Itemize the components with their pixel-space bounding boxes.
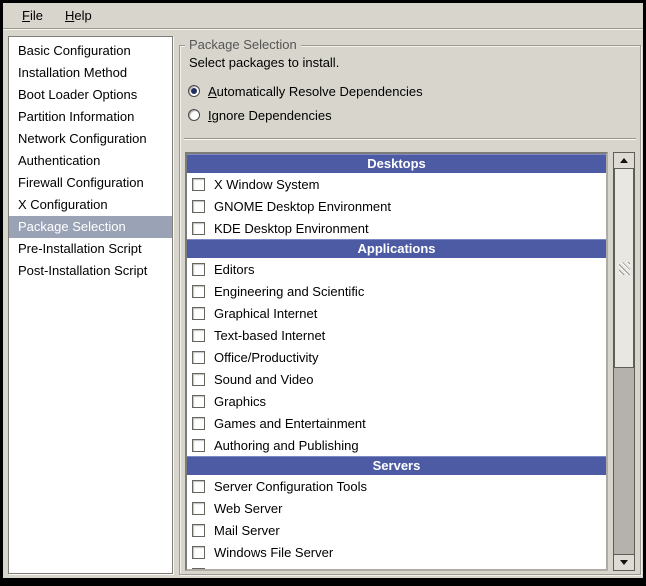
package-group-label: Web Server bbox=[214, 500, 283, 516]
package-group-partial-row[interactable] bbox=[187, 563, 606, 571]
package-group-gnome-desktop-environment[interactable] bbox=[187, 195, 606, 217]
scroll-up-button[interactable] bbox=[613, 152, 635, 169]
radio-option-ignore-dependencies[interactable] bbox=[188, 106, 332, 124]
package-groups-list[interactable] bbox=[185, 152, 608, 571]
radio-option-automatically-resolve-dependencies[interactable] bbox=[188, 82, 423, 100]
package-group-label: GNOME Desktop Environment bbox=[214, 198, 392, 214]
package-group-label: Server Configuration Tools bbox=[214, 478, 367, 494]
radio-button-icon bbox=[188, 85, 200, 97]
package-group-label: Graphical Internet bbox=[214, 305, 318, 321]
sidebar-item-x-configuration[interactable]: X Configuration bbox=[18, 197, 108, 212]
package-group-x-window-system[interactable] bbox=[187, 173, 606, 195]
checkbox-icon[interactable] bbox=[192, 285, 205, 298]
checkbox-icon[interactable] bbox=[192, 373, 205, 386]
package-group-server-configuration-tools[interactable] bbox=[187, 475, 606, 497]
section-header-applications: Applications bbox=[187, 239, 606, 258]
package-groups-region bbox=[185, 152, 635, 571]
package-group-office-productivity[interactable] bbox=[187, 346, 606, 368]
package-group-graphics[interactable] bbox=[187, 390, 606, 412]
checkbox-icon[interactable] bbox=[192, 395, 205, 408]
package-group-kde-desktop-environment[interactable] bbox=[187, 217, 606, 239]
package-group-mail-server[interactable] bbox=[187, 519, 606, 541]
package-group-web-server[interactable] bbox=[187, 497, 606, 519]
checkbox-icon[interactable] bbox=[192, 439, 205, 452]
section-header-desktops: Desktops bbox=[187, 154, 606, 173]
checkbox-icon[interactable] bbox=[192, 263, 205, 276]
package-group-sound-and-video[interactable] bbox=[187, 368, 606, 390]
package-group-label: Mail Server bbox=[214, 522, 280, 538]
menu-file[interactable]: File bbox=[22, 8, 43, 23]
package-group-label: Authoring and Publishing bbox=[214, 437, 359, 453]
sidebar-item-authentication[interactable]: Authentication bbox=[18, 153, 101, 168]
panel-title: Package Selection bbox=[185, 37, 301, 52]
package-group-label: X Window System bbox=[214, 176, 320, 192]
vertical-scrollbar[interactable] bbox=[613, 152, 635, 571]
menu-help[interactable]: Help bbox=[64, 8, 92, 23]
package-group-label: Windows File Server bbox=[214, 544, 334, 560]
thumb-grip-icon bbox=[619, 262, 630, 275]
checkbox-icon[interactable] bbox=[192, 546, 205, 559]
sidebar-item-firewall-configuration[interactable]: Firewall Configuration bbox=[18, 175, 144, 190]
radio-button-icon bbox=[188, 109, 200, 121]
checkbox-icon[interactable] bbox=[192, 524, 205, 537]
package-group-label: Text-based Internet bbox=[214, 327, 326, 343]
package-group-engineering-and-scientific[interactable] bbox=[187, 280, 606, 302]
package-group-editors[interactable] bbox=[187, 258, 606, 280]
radio-label: Ignore Dependencies bbox=[208, 107, 332, 123]
scrollbar-track[interactable] bbox=[613, 169, 635, 554]
checkbox-icon[interactable] bbox=[192, 178, 205, 191]
scrollbar-thumb[interactable] bbox=[614, 169, 634, 368]
package-group-label: Office/Productivity bbox=[214, 349, 319, 365]
sidebar-item-installation-method[interactable]: Installation Method bbox=[18, 65, 128, 80]
checkbox-icon[interactable] bbox=[192, 351, 205, 364]
sidebar-item-partition-information[interactable]: Partition Information bbox=[18, 109, 135, 124]
package-selection-panel bbox=[179, 37, 641, 575]
package-group-label: KDE Desktop Environment bbox=[214, 220, 369, 236]
sidebar-item-basic-configuration[interactable]: Basic Configuration bbox=[18, 43, 131, 58]
package-group-label: Games and Entertainment bbox=[214, 415, 366, 431]
checkbox-icon[interactable] bbox=[192, 568, 205, 572]
package-group-label: Editors bbox=[214, 261, 255, 277]
sidebar-item-network-configuration[interactable]: Network Configuration bbox=[18, 131, 147, 146]
package-group-label: Sound and Video bbox=[214, 371, 314, 387]
package-group-authoring-and-publishing[interactable] bbox=[187, 434, 606, 456]
checkbox-icon[interactable] bbox=[192, 307, 205, 320]
arrow-up-icon bbox=[620, 158, 628, 163]
section-header-servers: Servers bbox=[187, 456, 606, 475]
package-group-windows-file-server[interactable] bbox=[187, 541, 606, 563]
package-group-text-based-internet[interactable] bbox=[187, 324, 606, 346]
radio-dot-icon bbox=[191, 88, 197, 94]
horizontal-separator bbox=[184, 138, 636, 140]
checkbox-icon[interactable] bbox=[192, 480, 205, 493]
checkbox-icon[interactable] bbox=[192, 329, 205, 342]
radio-label: Automatically Resolve Dependencies bbox=[208, 83, 423, 99]
panel-subtitle: Select packages to install. bbox=[189, 55, 340, 70]
sidebar-item-post-installation-script[interactable]: Post-Installation Script bbox=[18, 263, 148, 278]
package-group-games-and-entertainment[interactable] bbox=[187, 412, 606, 434]
arrow-down-icon bbox=[620, 560, 628, 565]
scroll-down-button[interactable] bbox=[613, 554, 635, 571]
config-section-list[interactable] bbox=[8, 36, 173, 574]
checkbox-icon[interactable] bbox=[192, 417, 205, 430]
package-group-graphical-internet[interactable] bbox=[187, 302, 606, 324]
package-group-label: Engineering and Scientific bbox=[214, 283, 365, 299]
checkbox-icon[interactable] bbox=[192, 200, 205, 213]
checkbox-icon[interactable] bbox=[192, 222, 205, 235]
sidebar-item-package-selection[interactable]: Package Selection bbox=[9, 216, 172, 238]
sidebar-item-boot-loader-options[interactable]: Boot Loader Options bbox=[18, 87, 138, 102]
checkbox-icon[interactable] bbox=[192, 502, 205, 515]
menu-bar bbox=[3, 3, 643, 29]
package-group-label: Graphics bbox=[214, 393, 267, 409]
sidebar-item-pre-installation-script[interactable]: Pre-Installation Script bbox=[18, 241, 142, 256]
